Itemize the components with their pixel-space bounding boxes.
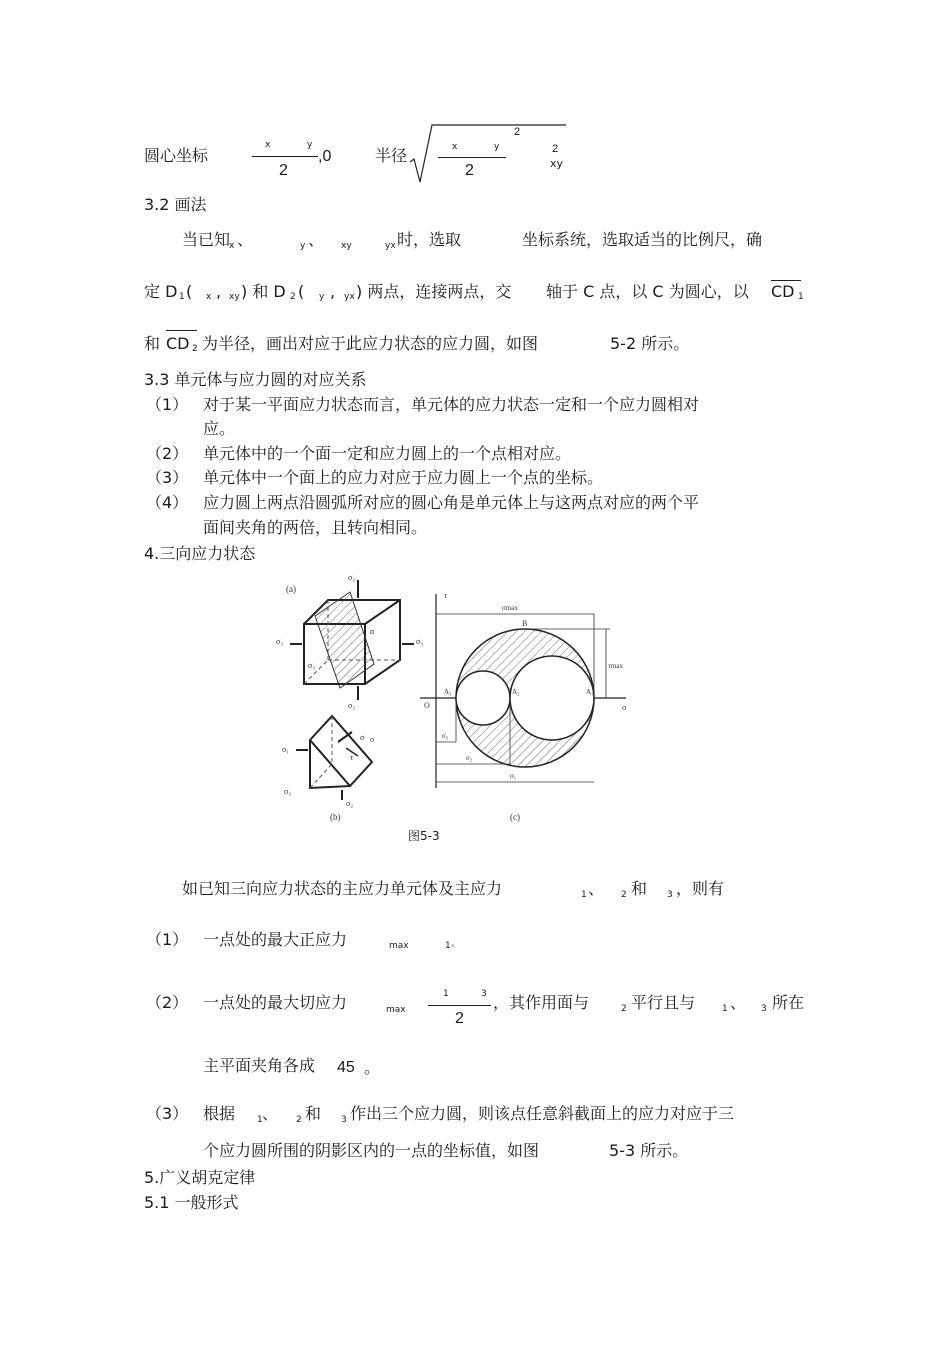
subscript: 2 — [296, 1115, 302, 1125]
text: 、 — [308, 230, 325, 249]
figure-5-3 — [270, 572, 650, 830]
prism-element-b — [282, 716, 375, 822]
section-3-3-title: 3.3 单元体与应力圆的对应关系 — [144, 370, 367, 389]
denominator: 2 — [455, 1010, 464, 1027]
sigma-axis-label: σ — [622, 703, 627, 712]
subscript: 2 — [621, 1004, 627, 1014]
text: CD — [166, 334, 190, 353]
origin-label: O — [424, 701, 430, 710]
cube-element-a — [276, 573, 423, 710]
center-label: 圆心坐标 — [144, 146, 209, 165]
overline — [166, 330, 197, 331]
text: , — [330, 282, 336, 301]
text: ) 两点，连接两点，交 — [356, 282, 512, 301]
section-5-1-title: 5.1 一般形式 — [144, 1193, 239, 1212]
sigma1-dim: σ₁ — [510, 772, 517, 780]
text: ) 和 D — [241, 282, 286, 301]
point-A3-label: A₃ — [444, 688, 452, 696]
list-item-cont: 面间夹角的两倍，且转向相同。 — [203, 518, 428, 537]
sigma-label: σ — [360, 733, 365, 742]
text: 、 — [730, 993, 747, 1012]
center-denominator: 2 — [279, 162, 288, 179]
sigma-label: σ — [370, 735, 375, 744]
text: 轴于 C 点，以 C 为圆心，以 — [546, 282, 749, 301]
overline — [771, 280, 801, 281]
subscript: y — [319, 292, 325, 302]
text: , — [216, 282, 222, 301]
text: 个应力圆所围的阴影区内的一点的坐标值，如图 — [203, 1141, 540, 1160]
radius-label: 半径 — [375, 146, 408, 165]
text: 一点处的最大正应力 — [203, 930, 348, 949]
figure-caption: 图5-3 — [408, 829, 440, 843]
section-3-2-title: 3.2 画法 — [144, 195, 207, 214]
sigma3-label: σ₃ — [276, 637, 284, 646]
radius-numerator-y: y — [494, 142, 500, 152]
subscript: yx — [344, 292, 355, 302]
text: 根据 — [203, 1104, 236, 1123]
text: 45 — [337, 1059, 355, 1076]
subscript: y — [300, 241, 306, 251]
subscript: 1 — [722, 1004, 728, 1014]
text: 所在 — [772, 993, 805, 1012]
tau-subscript: xy — [550, 157, 564, 170]
sigma2-label: σ₂ — [348, 573, 356, 582]
fraction-bar — [428, 1005, 491, 1006]
center-numerator-y: y — [307, 140, 313, 150]
text: 5-2 所示。 — [610, 334, 690, 353]
subscript: x — [206, 292, 212, 302]
text: ( — [186, 282, 193, 301]
alpha-label: α — [370, 627, 375, 636]
subscript: xy — [229, 292, 240, 302]
list-number: （1） — [146, 930, 189, 949]
radical-sign — [408, 122, 568, 186]
sigma2-label: σ₂ — [348, 701, 356, 710]
text: 一点处的最大切应力 — [203, 993, 348, 1012]
tau-max-label: τmax — [608, 662, 623, 670]
list-item-cont: 应。 — [203, 419, 236, 438]
subscript: max — [386, 1005, 406, 1015]
point-A2-label: A₂ — [512, 688, 520, 696]
point-B-label: B — [522, 619, 528, 628]
text: 。 — [364, 1058, 381, 1077]
text: 为半径，画出对应于此应力状态的应力圆，如图 — [202, 334, 539, 353]
sigma3-label: σ₃ — [284, 787, 292, 796]
subscript: x — [229, 241, 235, 251]
text: 和 — [144, 334, 161, 353]
text: 平行且与 — [631, 993, 696, 1012]
subscript: 3 — [761, 1004, 767, 1014]
section-4-title: 4.三向应力状态 — [144, 544, 256, 563]
numerator-sub: 3 — [481, 989, 487, 999]
numerator-sub: 1 — [443, 989, 449, 999]
section-5-title: 5.广义胡克定律 — [144, 1168, 256, 1187]
text: 、 — [262, 1104, 279, 1123]
subscript: 2 — [290, 292, 296, 302]
text: 定 D — [144, 282, 178, 301]
text: ( — [298, 282, 305, 301]
subscript: xy — [341, 241, 352, 251]
text: ，则有 — [676, 879, 725, 898]
list-item: 应力圆上两点沿圆弧所对应的圆心角是单元体上与这两点对应的两个平 — [203, 493, 700, 512]
list-number: （1） — [146, 395, 189, 414]
point-A1-label: A₁ — [586, 688, 594, 696]
list-item: 单元体中一个面上的应力对应于应力圆上一个点的坐标。 — [203, 468, 604, 487]
text: 和 — [631, 879, 648, 898]
text: 5-3 所示。 — [609, 1141, 689, 1160]
label-b: (b) — [330, 812, 341, 822]
list-number: （2） — [146, 993, 189, 1012]
subscript: 1 — [798, 292, 804, 302]
text: ，其作用面与 — [493, 993, 590, 1012]
radius-exponent: 2 — [514, 126, 521, 138]
subscript: 2 — [192, 344, 198, 354]
sigma-max-label: σmax — [502, 604, 518, 612]
label-a: (a) — [286, 584, 296, 594]
subscript: 2 — [621, 890, 627, 900]
subscript: max — [389, 941, 409, 951]
center-tail: ,0 — [318, 148, 332, 165]
sigma2-dim: σ₂ — [466, 754, 473, 762]
radius-fraction-bar — [438, 157, 506, 158]
sigma3-dim: σ₃ — [442, 732, 449, 740]
text: 和 — [305, 1104, 322, 1123]
tau-label: τ — [350, 753, 354, 762]
tau-exponent: 2 — [552, 143, 559, 155]
tau-axis-label: τ — [444, 591, 448, 600]
list-number: （3） — [146, 468, 189, 487]
list-number: （2） — [146, 444, 189, 463]
text: CD — [771, 282, 795, 301]
center-numerator-x: x — [265, 140, 271, 150]
subscript: 3 — [667, 890, 673, 900]
subscript: 3 — [341, 1115, 347, 1125]
sigma1-label: σ₁ — [282, 745, 290, 754]
list-item: 对于某一平面应力状态而言，单元体的应力状态一定和一个应力圆相对 — [203, 395, 700, 414]
text: 作出三个应力圆，则该点任意斜截面上的应力对应于三 — [350, 1104, 735, 1123]
sigma2-label: σ₂ — [346, 799, 354, 808]
list-item: 单元体中的一个面一定和应力圆上的一个点相对应。 — [203, 444, 572, 463]
label-c: (c) — [510, 812, 520, 822]
text: 。 — [451, 939, 461, 949]
text: 如已知三向应力状态的主应力单元体及主应力 — [182, 879, 503, 898]
text: 、 — [237, 230, 254, 249]
subscript: 1 — [257, 1115, 263, 1125]
sigma3-label: σ₃ — [308, 661, 316, 670]
subscript: yx — [385, 241, 396, 251]
subscript: 1 — [179, 292, 185, 302]
text: 当已知 — [182, 230, 231, 249]
mohr-circles-c — [420, 591, 627, 822]
center-fraction-bar — [252, 156, 318, 157]
text: 坐标系统，选取适当的比例尺，确 — [522, 230, 763, 249]
sigma3-label: σ₃ — [416, 637, 424, 646]
list-number: （4） — [146, 493, 189, 512]
subscript: 1 — [445, 941, 451, 951]
text: 、 — [588, 879, 605, 898]
text: 主平面夹角各成 — [203, 1056, 316, 1075]
radius-numerator-x: x — [452, 142, 458, 152]
text: 时，选取 — [397, 230, 462, 249]
list-number: （3） — [146, 1104, 189, 1123]
subscript: 1 — [581, 890, 587, 900]
radius-denominator: 2 — [465, 162, 474, 179]
